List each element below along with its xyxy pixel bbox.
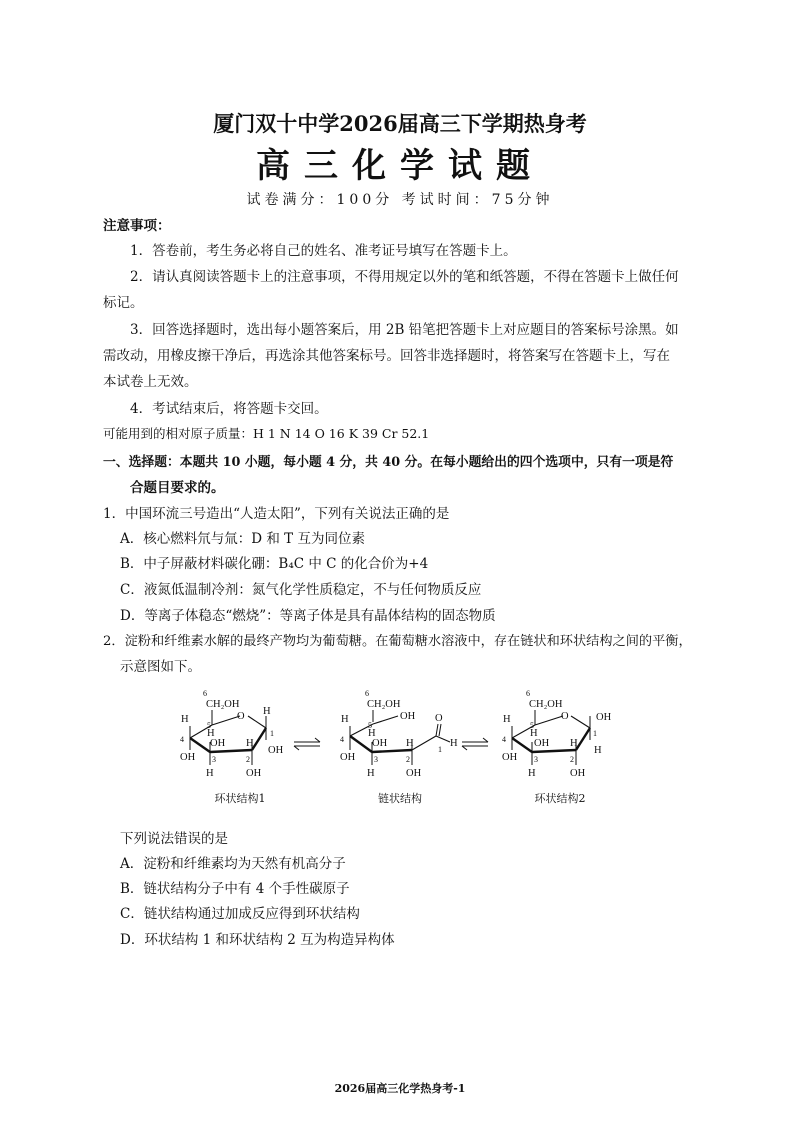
ring-structure-1: [180, 689, 284, 779]
oh-label: OH: [268, 745, 284, 756]
h-label: H: [594, 745, 602, 756]
q2-option-a: A．淀粉和纤维素均为天然有机高分子: [120, 856, 346, 872]
c4-label: 4: [180, 735, 184, 744]
ring-oxygen: O: [561, 711, 569, 722]
c6-label: 6: [365, 689, 369, 698]
c2-label: 2: [406, 755, 410, 764]
chain-caption: 链状结构: [378, 792, 422, 805]
atomic-masses: 可能用到的相对原子质量：H 1 N 14 O 16 K 39 Cr 52.1: [103, 426, 430, 441]
q1-option-b: B．中子屏蔽材料碳化硼：B₄C 中 C 的化合价为+4: [120, 556, 429, 572]
h-label: H: [368, 728, 376, 739]
h-label: H: [503, 714, 511, 725]
exam-info: 试卷满分：100分 考试时间：75分钟: [246, 192, 554, 208]
c4-label: 4: [340, 735, 344, 744]
c3-label: 3: [374, 755, 378, 764]
q1-option-a: A．核心燃料氘与氚：D 和 T 互为同位素: [120, 531, 365, 547]
q1-option-d: D．等离子体稳态“燃烧”：等离子体是具有晶体结构的固态物质: [120, 608, 496, 624]
h-label: H: [406, 738, 414, 749]
notice-item-3-cont1: 需改动，用橡皮擦干净后，再选涂其他答案标号。回答非选择题时，将答案写在答题卡上，写在: [103, 348, 670, 364]
oh-label: OH: [340, 752, 356, 763]
school-title: 厦门双十中学2026届高三下学期热身考: [213, 111, 587, 136]
q2-option-d: D．环状结构 1 和环状结构 2 互为构造异构体: [120, 932, 395, 948]
chain-structure: [340, 689, 458, 779]
c1-label: 1: [438, 745, 442, 754]
h-label: H: [341, 714, 349, 725]
c1-label: 1: [593, 729, 597, 738]
oh-label: OH: [502, 752, 518, 763]
oh-label: OH: [596, 712, 612, 723]
c2-label: 2: [570, 755, 574, 764]
notice-item-2: 2．请认真阅读答题卡上的注意事项，不得用规定以外的笔和纸答题，不得在答题卡上做任何: [130, 269, 679, 285]
oh-label: OH: [534, 738, 550, 749]
c6-label: 6: [203, 689, 207, 698]
c2-label: 2: [246, 755, 250, 764]
page-footer: 2026届高三化学热身考-1: [334, 1082, 466, 1095]
oh-label: OH: [406, 768, 422, 779]
oh-label: OH: [246, 768, 262, 779]
notice-heading: 注意事项：: [103, 218, 171, 234]
h-label: H: [206, 768, 214, 779]
oh-label: OH: [372, 738, 388, 749]
h-label: H: [246, 738, 254, 749]
c5-label: 5: [530, 721, 534, 730]
c3-label: 3: [534, 755, 538, 764]
exam-title: 高三化学试题: [256, 146, 544, 186]
notice-item-3: 3．回答选择题时，选出每小题答案后，用 2B 铅笔把答题卡上对应题目的答案标号涂黑。如: [130, 322, 679, 338]
q2-option-c: C．链状结构通过加成反应得到环状结构: [120, 906, 360, 922]
h-label: H: [528, 768, 536, 779]
q1-option-c: C．液氮低温制冷剂：氮气化学性质稳定，不与任何物质反应: [120, 582, 482, 598]
c3-label: 3: [212, 755, 216, 764]
section1-heading-cont: 合题目要求的。: [130, 480, 225, 496]
ch2oh-label: CH₂OH: [367, 699, 401, 710]
aldehyde-oxygen: O: [435, 713, 443, 724]
ring-structure-2: [502, 689, 612, 779]
h-label: H: [367, 768, 375, 779]
c5-label: 5: [368, 721, 372, 730]
ring1-caption: 环状结构1: [214, 792, 266, 805]
notice-item-2-cont: 标记。: [103, 295, 144, 311]
c6-label: 6: [526, 689, 530, 698]
equilibrium-arrow-2: [462, 738, 488, 750]
q2-prompt: 下列说法错误的是: [120, 831, 228, 847]
oh-label: OH: [210, 738, 226, 749]
h-label: H: [570, 738, 578, 749]
h-label: H: [207, 728, 215, 739]
equilibrium-arrow-1: [294, 738, 320, 750]
q2-stem-cont: 示意图如下。: [120, 659, 201, 675]
h-label: H: [530, 728, 538, 739]
ring2-caption: 环状结构2: [534, 792, 586, 805]
aldehyde-h: H: [450, 738, 458, 749]
q2-option-b: B．链状结构分子中有 4 个手性碳原子: [120, 881, 350, 897]
h-label: H: [263, 706, 271, 717]
h-label: H: [181, 714, 189, 725]
q2-stem: 2．淀粉和纤维素水解的最终产物均为葡萄糖。在葡萄糖水溶液中，存在链状和环状结构之间的平衡，: [103, 634, 692, 649]
q1-stem: 1．中国环流三号造出“人造太阳”，下列有关说法正确的是: [103, 506, 450, 522]
section1-heading: 一、选择题：本题共 10 小题，每小题 4 分，共 40 分。在每小题给出的四个选项中，只有一项是符: [103, 455, 674, 470]
ring-oxygen: O: [237, 711, 245, 722]
c4-label: 4: [502, 735, 506, 744]
ch2oh-label: CH₂OH: [206, 699, 240, 710]
notice-item-3-cont2: 本试卷上无效。: [103, 374, 198, 390]
c1-label: 1: [270, 729, 274, 738]
notice-item-4: 4．考试结束后，将答题卡交回。: [130, 401, 328, 417]
oh-label: OH: [570, 768, 586, 779]
ch2oh-label: CH₂OH: [529, 699, 563, 710]
notice-item-1: 1．答卷前，考生务必将自己的姓名、准考证号填写在答题卡上。: [130, 243, 517, 259]
c5-label: 5: [207, 721, 211, 730]
oh-label: OH: [400, 711, 416, 722]
oh-label: OH: [180, 752, 196, 763]
